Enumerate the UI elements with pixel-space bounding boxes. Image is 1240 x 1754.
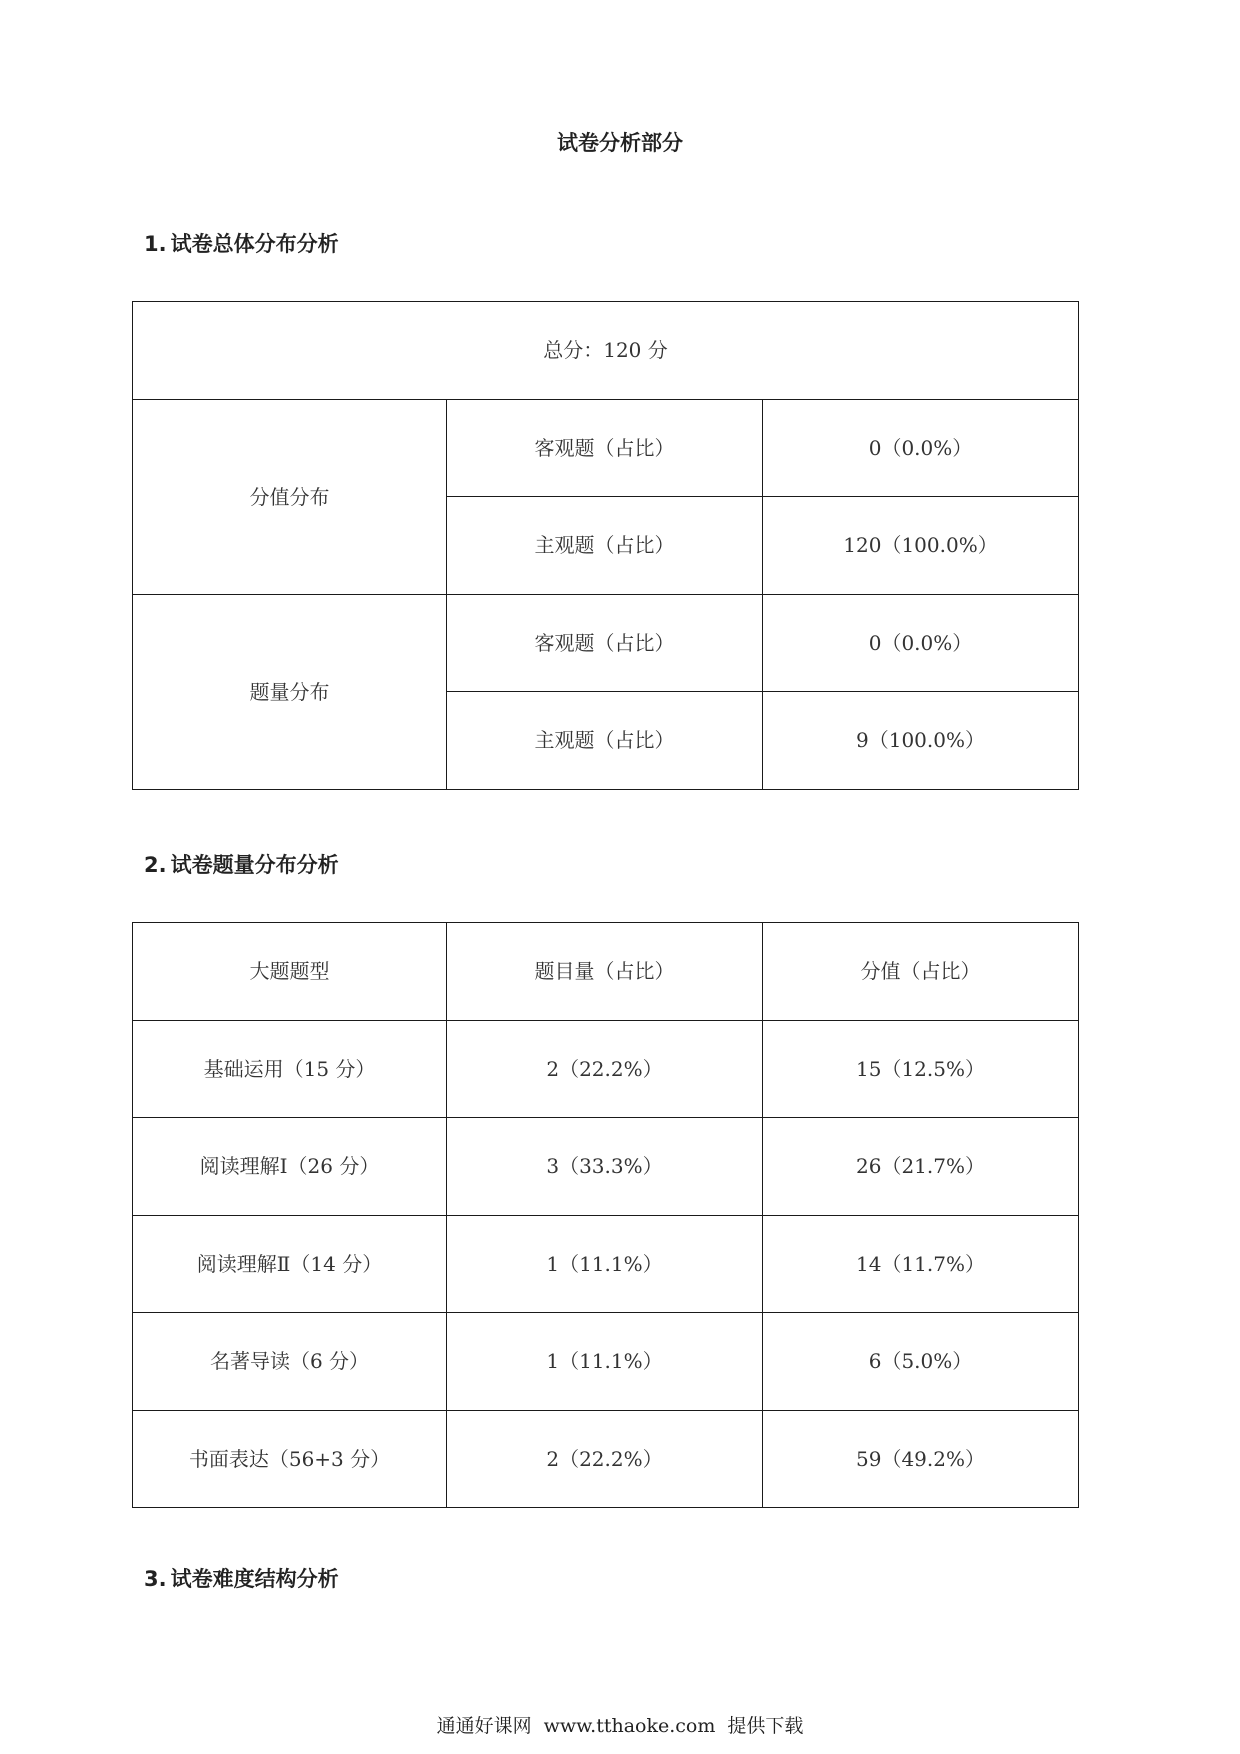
section-number: 1. [144, 232, 167, 256]
table-cell: 1（11.1%） [447, 1313, 763, 1411]
section-heading-2 [144, 850, 339, 880]
table-cell: 主观题（占比） [447, 692, 763, 790]
table-cell: 阅读理解Ⅱ（14 分） [133, 1215, 447, 1313]
table-cell: 名著导读（6 分） [133, 1313, 447, 1411]
overview-table [132, 301, 1079, 790]
table-cell: 9（100.0%） [763, 692, 1079, 790]
table-cell: 阅读理解Ⅰ（26 分） [133, 1118, 447, 1216]
footer-url[interactable]: www.tthaoke.com [543, 1715, 716, 1737]
section-title: 试卷题量分布分析 [170, 853, 339, 877]
table-cell: 客观题（占比） [447, 594, 763, 692]
column-header: 题目量（占比） [447, 923, 763, 1021]
table-header-row [133, 923, 1079, 1021]
footer-suffix: 提供下载 [727, 1715, 804, 1737]
table-cell: 书面表达（56+3 分） [133, 1410, 447, 1508]
table-row [133, 1215, 1079, 1313]
table-cell: 0（0.0%） [763, 399, 1079, 497]
table-row [133, 1410, 1079, 1508]
table-row [133, 1118, 1079, 1216]
footer-site-name: 通通好课网 [436, 1715, 532, 1737]
section-number: 2. [144, 853, 167, 877]
table-cell: 1（11.1%） [447, 1215, 763, 1313]
table-cell: 14（11.7%） [763, 1215, 1079, 1313]
table-cell: 3（33.3%） [447, 1118, 763, 1216]
column-header: 分值（占比） [763, 923, 1079, 1021]
table-row [133, 302, 1079, 400]
section-title: 试卷总体分布分析 [170, 232, 339, 256]
table-cell: 0（0.0%） [763, 594, 1079, 692]
table-row [133, 1313, 1079, 1411]
section-heading-3 [144, 1564, 339, 1594]
table-cell: 59（49.2%） [763, 1410, 1079, 1508]
table-row [133, 399, 1079, 497]
table-cell: 2（22.2%） [447, 1020, 763, 1118]
score-distribution-label: 分值分布 [133, 399, 447, 594]
section-number: 3. [144, 1567, 167, 1591]
table-cell: 6（5.0%） [763, 1313, 1079, 1411]
section-heading-1 [144, 229, 339, 259]
table-cell: 客观题（占比） [447, 399, 763, 497]
table-cell: 15（12.5%） [763, 1020, 1079, 1118]
table-row [133, 1020, 1079, 1118]
total-score-cell: 总分：120 分 [133, 302, 1079, 400]
question-type-table [132, 922, 1079, 1508]
page-footer [0, 1713, 1240, 1739]
question-distribution-label: 题量分布 [133, 594, 447, 789]
page-title: 试卷分析部分 [557, 131, 683, 155]
section-title: 试卷难度结构分析 [170, 1567, 339, 1591]
table-cell: 2（22.2%） [447, 1410, 763, 1508]
column-header: 大题题型 [133, 923, 447, 1021]
table-cell: 基础运用（15 分） [133, 1020, 447, 1118]
table-cell: 主观题（占比） [447, 497, 763, 595]
table-row [133, 594, 1079, 692]
table-cell: 120（100.0%） [763, 497, 1079, 595]
table-cell: 26（21.7%） [763, 1118, 1079, 1216]
